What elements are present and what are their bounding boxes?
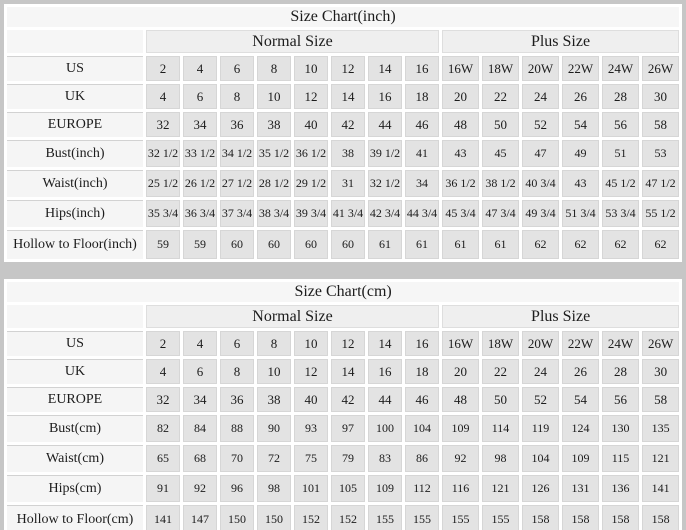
- value-cell: 2: [146, 331, 180, 356]
- value-cell: 150: [257, 505, 291, 530]
- value-cell: 72: [257, 445, 291, 472]
- value-cell: 61: [442, 230, 479, 259]
- table-row: [7, 140, 679, 167]
- value-cell: 68: [183, 445, 217, 472]
- row-label: US: [7, 331, 143, 356]
- value-cell: 34: [405, 170, 439, 197]
- value-cell: 27 1/2: [220, 170, 254, 197]
- value-cell: 44: [368, 112, 402, 137]
- value-cell: 16: [368, 359, 402, 384]
- value-cell: 90: [257, 415, 291, 442]
- value-cell: 40 3/4: [522, 170, 559, 197]
- table-row: [7, 170, 679, 197]
- value-cell: 16: [405, 56, 439, 81]
- value-cell: 46: [405, 387, 439, 412]
- value-cell: 155: [368, 505, 402, 530]
- value-cell: 49 3/4: [522, 200, 559, 227]
- value-cell: 158: [642, 505, 679, 530]
- value-cell: 48: [442, 112, 479, 137]
- value-cell: 16: [368, 84, 402, 109]
- value-cell: 51: [602, 140, 639, 167]
- value-cell: 131: [562, 475, 599, 502]
- value-cell: 105: [331, 475, 365, 502]
- value-cell: 96: [220, 475, 254, 502]
- value-cell: 152: [294, 505, 328, 530]
- value-cell: 28: [602, 359, 639, 384]
- row-label: Hollow to Floor(cm): [7, 505, 143, 530]
- value-cell: 62: [522, 230, 559, 259]
- value-cell: 34 1/2: [220, 140, 254, 167]
- value-cell: 10: [294, 56, 328, 81]
- row-label: UK: [7, 84, 143, 109]
- value-cell: 4: [183, 56, 217, 81]
- value-cell: 32 1/2: [368, 170, 402, 197]
- value-cell: 155: [405, 505, 439, 530]
- value-cell: 31: [331, 170, 365, 197]
- value-cell: 58: [642, 112, 679, 137]
- value-cell: 130: [602, 415, 639, 442]
- table-row: [7, 112, 679, 137]
- value-cell: 109: [442, 415, 479, 442]
- table-title: Size Chart(cm): [7, 282, 679, 302]
- value-cell: 46: [405, 112, 439, 137]
- table-row: [7, 505, 679, 530]
- value-cell: 59: [183, 230, 217, 259]
- value-cell: 12: [331, 331, 365, 356]
- value-cell: 42 3/4: [368, 200, 402, 227]
- value-cell: 45: [482, 140, 519, 167]
- value-cell: 60: [331, 230, 365, 259]
- group-header-plus-size: Plus Size: [442, 30, 679, 53]
- value-cell: 24: [522, 84, 559, 109]
- value-cell: 104: [522, 445, 559, 472]
- value-cell: 152: [331, 505, 365, 530]
- value-cell: 114: [482, 415, 519, 442]
- value-cell: 10: [257, 84, 291, 109]
- value-cell: 82: [146, 415, 180, 442]
- value-cell: 62: [562, 230, 599, 259]
- value-cell: 147: [183, 505, 217, 530]
- value-cell: 79: [331, 445, 365, 472]
- value-cell: 16W: [442, 331, 479, 356]
- value-cell: 12: [294, 359, 328, 384]
- value-cell: 14: [331, 84, 365, 109]
- value-cell: 37 3/4: [220, 200, 254, 227]
- value-cell: 109: [368, 475, 402, 502]
- value-cell: 44 3/4: [405, 200, 439, 227]
- table-row: [7, 475, 679, 502]
- value-cell: 26 1/2: [183, 170, 217, 197]
- table-row: [7, 445, 679, 472]
- value-cell: 18W: [482, 56, 519, 81]
- value-cell: 47: [522, 140, 559, 167]
- value-cell: 136: [602, 475, 639, 502]
- value-cell: 36 1/2: [442, 170, 479, 197]
- value-cell: 42: [331, 387, 365, 412]
- row-label: Hips(inch): [7, 200, 143, 227]
- value-cell: 53 3/4: [602, 200, 639, 227]
- value-cell: 6: [220, 331, 254, 356]
- value-cell: 56: [602, 387, 639, 412]
- value-cell: 8: [220, 359, 254, 384]
- table-row: [7, 230, 679, 259]
- row-label: Bust(inch): [7, 140, 143, 167]
- value-cell: 26W: [642, 56, 679, 81]
- value-cell: 22: [482, 84, 519, 109]
- group-header-plus-size: Plus Size: [442, 305, 679, 328]
- value-cell: 6: [183, 359, 217, 384]
- value-cell: 18: [405, 84, 439, 109]
- corner-cell: [7, 30, 143, 53]
- value-cell: 119: [522, 415, 559, 442]
- value-cell: 62: [602, 230, 639, 259]
- value-cell: 34: [183, 387, 217, 412]
- value-cell: 75: [294, 445, 328, 472]
- size-chart-cm-table: [4, 279, 682, 530]
- value-cell: 60: [294, 230, 328, 259]
- group-header-normal-size: Normal Size: [146, 30, 439, 53]
- value-cell: 124: [562, 415, 599, 442]
- value-cell: 47 3/4: [482, 200, 519, 227]
- value-cell: 61: [482, 230, 519, 259]
- value-cell: 38: [257, 112, 291, 137]
- table-row: [7, 56, 679, 81]
- row-label: EUROPE: [7, 112, 143, 137]
- value-cell: 41 3/4: [331, 200, 365, 227]
- title-row: [7, 282, 679, 302]
- value-cell: 58: [642, 387, 679, 412]
- value-cell: 61: [405, 230, 439, 259]
- value-cell: 158: [522, 505, 559, 530]
- value-cell: 38 1/2: [482, 170, 519, 197]
- value-cell: 50: [482, 387, 519, 412]
- value-cell: 24W: [602, 331, 639, 356]
- value-cell: 38: [331, 140, 365, 167]
- value-cell: 70: [220, 445, 254, 472]
- row-label: EUROPE: [7, 387, 143, 412]
- value-cell: 44: [368, 387, 402, 412]
- value-cell: 4: [146, 359, 180, 384]
- size-chart-inch-table: [4, 4, 682, 262]
- table-row: [7, 387, 679, 412]
- value-cell: 35 3/4: [146, 200, 180, 227]
- value-cell: 39 3/4: [294, 200, 328, 227]
- value-cell: 56: [602, 112, 639, 137]
- value-cell: 32: [146, 112, 180, 137]
- value-cell: 52: [522, 387, 559, 412]
- value-cell: 45 1/2: [602, 170, 639, 197]
- value-cell: 22W: [562, 331, 599, 356]
- title-row: [7, 7, 679, 27]
- value-cell: 24W: [602, 56, 639, 81]
- value-cell: 121: [642, 445, 679, 472]
- value-cell: 34: [183, 112, 217, 137]
- value-cell: 26: [562, 359, 599, 384]
- value-cell: 65: [146, 445, 180, 472]
- value-cell: 22W: [562, 56, 599, 81]
- row-label: UK: [7, 359, 143, 384]
- value-cell: 36 1/2: [294, 140, 328, 167]
- value-cell: 12: [294, 84, 328, 109]
- value-cell: 32: [146, 387, 180, 412]
- value-cell: 88: [220, 415, 254, 442]
- value-cell: 48: [442, 387, 479, 412]
- value-cell: 93: [294, 415, 328, 442]
- value-cell: 115: [602, 445, 639, 472]
- value-cell: 98: [482, 445, 519, 472]
- row-label: Waist(inch): [7, 170, 143, 197]
- table-row: [7, 331, 679, 356]
- value-cell: 6: [183, 84, 217, 109]
- value-cell: 47 1/2: [642, 170, 679, 197]
- value-cell: 155: [442, 505, 479, 530]
- value-cell: 10: [257, 359, 291, 384]
- value-cell: 54: [562, 387, 599, 412]
- value-cell: 86: [405, 445, 439, 472]
- value-cell: 29 1/2: [294, 170, 328, 197]
- row-label: US: [7, 56, 143, 81]
- value-cell: 14: [368, 331, 402, 356]
- value-cell: 42: [331, 112, 365, 137]
- value-cell: 20: [442, 84, 479, 109]
- value-cell: 92: [183, 475, 217, 502]
- value-cell: 36 3/4: [183, 200, 217, 227]
- group-header-row: [7, 30, 679, 53]
- value-cell: 14: [331, 359, 365, 384]
- group-header-row: [7, 305, 679, 328]
- value-cell: 54: [562, 112, 599, 137]
- value-cell: 33 1/2: [183, 140, 217, 167]
- value-cell: 10: [294, 331, 328, 356]
- value-cell: 36: [220, 112, 254, 137]
- value-cell: 158: [602, 505, 639, 530]
- value-cell: 6: [220, 56, 254, 81]
- group-header-normal-size: Normal Size: [146, 305, 439, 328]
- value-cell: 121: [482, 475, 519, 502]
- value-cell: 49: [562, 140, 599, 167]
- value-cell: 28 1/2: [257, 170, 291, 197]
- value-cell: 14: [368, 56, 402, 81]
- row-label: Waist(cm): [7, 445, 143, 472]
- value-cell: 150: [220, 505, 254, 530]
- value-cell: 18: [405, 359, 439, 384]
- table-row: [7, 200, 679, 227]
- value-cell: 8: [257, 56, 291, 81]
- table-row: [7, 84, 679, 109]
- value-cell: 101: [294, 475, 328, 502]
- row-label: Hips(cm): [7, 475, 143, 502]
- corner-cell: [7, 305, 143, 328]
- value-cell: 43: [442, 140, 479, 167]
- value-cell: 24: [522, 359, 559, 384]
- value-cell: 104: [405, 415, 439, 442]
- value-cell: 2: [146, 56, 180, 81]
- value-cell: 20W: [522, 56, 559, 81]
- value-cell: 32 1/2: [146, 140, 180, 167]
- value-cell: 59: [146, 230, 180, 259]
- value-cell: 40: [294, 112, 328, 137]
- value-cell: 43: [562, 170, 599, 197]
- value-cell: 53: [642, 140, 679, 167]
- value-cell: 22: [482, 359, 519, 384]
- value-cell: 45 3/4: [442, 200, 479, 227]
- value-cell: 100: [368, 415, 402, 442]
- value-cell: 83: [368, 445, 402, 472]
- value-cell: 4: [183, 331, 217, 356]
- value-cell: 41: [405, 140, 439, 167]
- value-cell: 30: [642, 359, 679, 384]
- value-cell: 16W: [442, 56, 479, 81]
- table-row: [7, 415, 679, 442]
- row-label: Hollow to Floor(inch): [7, 230, 143, 259]
- table-title: Size Chart(inch): [7, 7, 679, 27]
- value-cell: 60: [220, 230, 254, 259]
- value-cell: 158: [562, 505, 599, 530]
- value-cell: 91: [146, 475, 180, 502]
- value-cell: 112: [405, 475, 439, 502]
- value-cell: 50: [482, 112, 519, 137]
- value-cell: 61: [368, 230, 402, 259]
- value-cell: 52: [522, 112, 559, 137]
- value-cell: 4: [146, 84, 180, 109]
- row-label: Bust(cm): [7, 415, 143, 442]
- value-cell: 26: [562, 84, 599, 109]
- value-cell: 60: [257, 230, 291, 259]
- value-cell: 20W: [522, 331, 559, 356]
- value-cell: 109: [562, 445, 599, 472]
- value-cell: 28: [602, 84, 639, 109]
- value-cell: 51 3/4: [562, 200, 599, 227]
- value-cell: 126: [522, 475, 559, 502]
- value-cell: 84: [183, 415, 217, 442]
- value-cell: 26W: [642, 331, 679, 356]
- value-cell: 8: [257, 331, 291, 356]
- value-cell: 36: [220, 387, 254, 412]
- value-cell: 141: [642, 475, 679, 502]
- value-cell: 25 1/2: [146, 170, 180, 197]
- value-cell: 98: [257, 475, 291, 502]
- value-cell: 92: [442, 445, 479, 472]
- value-cell: 39 1/2: [368, 140, 402, 167]
- value-cell: 97: [331, 415, 365, 442]
- value-cell: 141: [146, 505, 180, 530]
- value-cell: 55 1/2: [642, 200, 679, 227]
- value-cell: 62: [642, 230, 679, 259]
- value-cell: 38: [257, 387, 291, 412]
- value-cell: 16: [405, 331, 439, 356]
- value-cell: 12: [331, 56, 365, 81]
- value-cell: 38 3/4: [257, 200, 291, 227]
- value-cell: 40: [294, 387, 328, 412]
- value-cell: 135: [642, 415, 679, 442]
- value-cell: 30: [642, 84, 679, 109]
- value-cell: 35 1/2: [257, 140, 291, 167]
- value-cell: 8: [220, 84, 254, 109]
- value-cell: 155: [482, 505, 519, 530]
- value-cell: 116: [442, 475, 479, 502]
- table-row: [7, 359, 679, 384]
- value-cell: 20: [442, 359, 479, 384]
- value-cell: 18W: [482, 331, 519, 356]
